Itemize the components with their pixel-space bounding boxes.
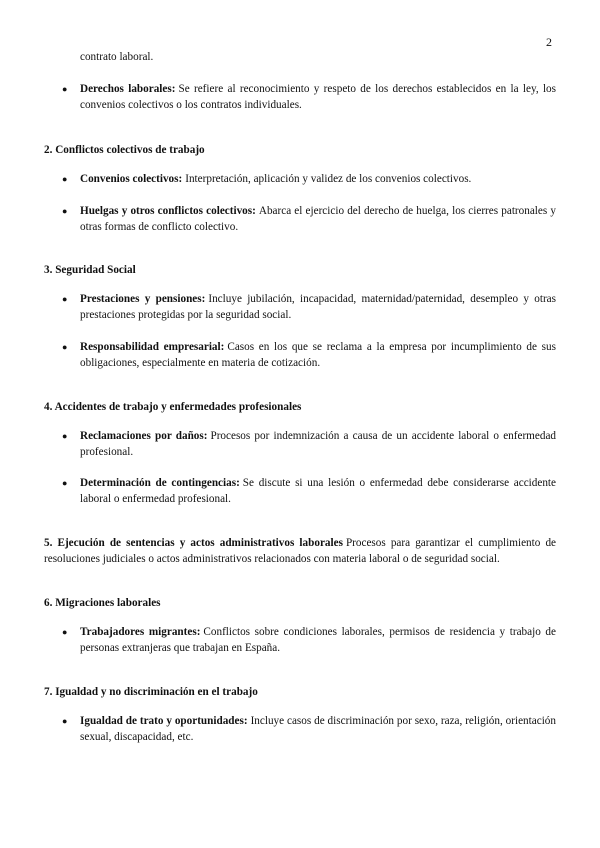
list-item-huelgas xyxy=(62,203,556,235)
section-heading-5: 5. Ejecución de sentencias y actos administrativos laborales xyxy=(44,537,343,549)
section-heading-2: 2. Conflictos colectivos de trabajo xyxy=(44,144,205,156)
item-text: Interpretación, aplicación y validez de los convenios colectivos. xyxy=(185,173,472,185)
list-item-contingencias xyxy=(62,475,556,507)
item-label: Huelgas y otros conflictos colectivos: xyxy=(80,205,256,217)
item-label: Reclamaciones por daños: xyxy=(80,430,208,442)
list-item-convenios xyxy=(62,171,556,187)
list-item-prestaciones xyxy=(62,291,557,323)
bullet-icon: ● xyxy=(62,627,68,637)
item-label: Determinación de contingencias: xyxy=(80,477,240,489)
bullet-icon: ● xyxy=(62,478,68,488)
section-paragraph-5 xyxy=(44,535,556,567)
list-item-migrantes xyxy=(62,624,556,656)
section-heading-3: 3. Seguridad Social xyxy=(44,264,136,276)
bullet-icon: ● xyxy=(62,294,68,304)
bullet-icon: ● xyxy=(62,84,68,94)
item-text: Incluye jubilación, incapacidad, maternidad/paternidad, desempleo y otras prestaciones protegidas por la seguridad social. xyxy=(80,293,557,321)
bullet-icon: ● xyxy=(62,342,68,352)
list-item-responsabilidad xyxy=(62,339,556,371)
item-text: Conflictos sobre condiciones laborales, permisos de residencia y trabajo de personas extranjeras que trabajan en España. xyxy=(80,626,556,654)
bullet-icon: ● xyxy=(62,431,68,441)
bullet-icon: ● xyxy=(62,174,68,184)
section-heading-7: 7. Igualdad y no discriminación en el trabajo xyxy=(44,686,258,698)
item-label: Prestaciones y pensiones: xyxy=(80,293,206,305)
item-text: Se discute si una lesión o enfermedad debe considerarse accidente laboral o enfermedad profesional. xyxy=(80,477,556,505)
item-text: Se refiere al reconocimiento y respeto de los derechos establecidos en la ley, los convenios colectivos o los contratos individuales. xyxy=(80,83,557,111)
section-heading-6: 6. Migraciones laborales xyxy=(44,597,161,609)
item-text: Incluye casos de discriminación por sexo, raza, religión, orientación sexual, discapacidad, etc. xyxy=(80,715,556,743)
item-label: Trabajadores migrantes: xyxy=(80,626,201,638)
bullet-icon: ● xyxy=(62,206,68,216)
item-text: Procesos por indemnización a causa de un accidente laboral o enfermedad profesional. xyxy=(80,430,556,458)
bullet-icon: ● xyxy=(62,716,68,726)
list-item-igualdad xyxy=(62,713,556,745)
item-label: Igualdad de trato y oportunidades: xyxy=(80,715,248,727)
page-number: 2 xyxy=(546,35,552,49)
list-item-reclamaciones xyxy=(62,428,556,460)
section-text-5: Procesos para garantizar el cumplimiento de resoluciones judiciales o actos administrativos relacionados con materia laboral o de seguridad social. xyxy=(44,537,556,565)
section-heading-4: 4. Accidentes de trabajo y enfermedades profesionales xyxy=(44,401,302,413)
item-label: Responsabilidad empresarial: xyxy=(80,341,225,353)
item-text: Abarca el ejercicio del derecho de huelga, los cierres patronales y otras formas de conflicto colectivo. xyxy=(80,205,556,233)
list-item-derechos-laborales xyxy=(62,81,557,113)
item-label: Convenios colectivos: xyxy=(80,173,183,185)
item-text: Casos en los que se reclama a la empresa por incumplimiento de sus obligaciones, especialmente en materia de cotización. xyxy=(80,341,556,369)
item-label: Derechos laborales: xyxy=(80,83,176,95)
continuation-text: contrato laboral. xyxy=(80,51,154,63)
